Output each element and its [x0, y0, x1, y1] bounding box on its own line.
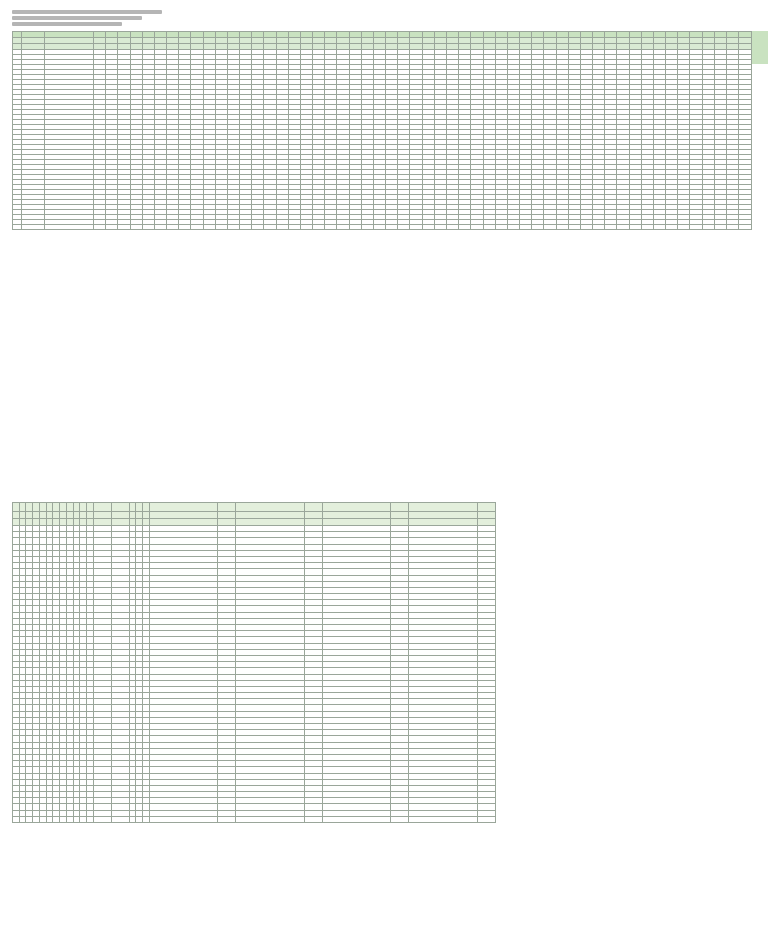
grade-cell [227, 225, 239, 230]
average-cell [93, 816, 111, 822]
interest-grade-cell [13, 519, 20, 526]
interest-grade-cell [60, 519, 67, 526]
attendance-cell [143, 816, 150, 822]
grade-cell [568, 225, 580, 230]
grade-cell [300, 225, 312, 230]
grade-cell [617, 225, 629, 230]
student-id-cell [22, 225, 45, 230]
interest-grade-cell [73, 512, 80, 519]
attendance-cell [143, 512, 150, 519]
average-cell [93, 503, 111, 512]
grade-cell [337, 225, 349, 230]
grade-cell [410, 225, 422, 230]
academic-year-line [12, 22, 122, 26]
interest-grade-cell [73, 519, 80, 526]
interest-grade-cell [87, 519, 94, 526]
interest-grade-cell [13, 816, 20, 822]
grade-cell [167, 225, 179, 230]
average-cell [93, 512, 111, 519]
grade-ledger-table [12, 31, 752, 230]
grade-cell [434, 225, 446, 230]
attendance-cell [136, 816, 143, 822]
activity-name-cell [322, 503, 391, 512]
interest-grade-cell [53, 512, 60, 519]
activity-grade-cell [391, 512, 409, 519]
grade-cell [106, 225, 118, 230]
grade-cell [495, 225, 507, 230]
activity-grade-cell [477, 519, 495, 526]
grade-cell [361, 225, 373, 230]
average-cell [93, 519, 111, 526]
grade-cell [130, 225, 142, 230]
grade-cell [532, 225, 544, 230]
grade-cell [325, 225, 337, 230]
interest-grade-cell [73, 503, 80, 512]
grade-cell [580, 225, 592, 230]
activity-grade-cell [391, 519, 409, 526]
interest-grade-cell [46, 512, 53, 519]
attendance-cell [143, 503, 150, 512]
grade-cell [252, 225, 264, 230]
grade-cell [240, 225, 252, 230]
activity-name-cell [409, 519, 478, 526]
attendance-cell [129, 816, 136, 822]
activity-name-cell [409, 503, 478, 512]
attendance-cell [136, 503, 143, 512]
interest-grade-cell [80, 519, 87, 526]
interest-grade-cell [46, 503, 53, 512]
interest-grade-cell [39, 519, 46, 526]
activity-grade-cell [218, 519, 236, 526]
document-title-block [12, 10, 162, 26]
interest-grade-cell [46, 816, 53, 822]
activity-name-cell [236, 816, 305, 822]
grade-cell [118, 225, 130, 230]
interest-grade-cell [33, 512, 40, 519]
interest-grade-cell [80, 503, 87, 512]
activity-name-cell [409, 816, 478, 822]
ledger-student-row [13, 225, 752, 230]
interest-grade-cell [66, 503, 73, 512]
row-number-cell [13, 225, 22, 230]
interest-grade-cell [80, 512, 87, 519]
attendance-extracurricular-table [12, 502, 496, 823]
average-cell [111, 816, 129, 822]
interest-grade-cell [66, 816, 73, 822]
interest-grade-cell [33, 503, 40, 512]
grade-cell [313, 225, 325, 230]
grade-cell [142, 225, 154, 230]
student-name-cell [45, 225, 94, 230]
interest-grade-cell [39, 503, 46, 512]
interest-grade-cell [53, 816, 60, 822]
grade-cell [653, 225, 665, 230]
interest-grade-cell [66, 519, 73, 526]
activity-grade-cell [477, 503, 495, 512]
interest-grade-cell [26, 512, 33, 519]
grade-cell [349, 225, 361, 230]
grade-cell [483, 225, 495, 230]
interest-grade-cell [87, 503, 94, 512]
interest-grade-cell [39, 512, 46, 519]
activity-grade-cell [218, 512, 236, 519]
activity-name-cell [149, 816, 218, 822]
activity-grade-cell [304, 816, 322, 822]
activity-grade-cell [304, 519, 322, 526]
interest-grade-cell [60, 816, 67, 822]
interest-grade-cell [19, 816, 26, 822]
grade-cell [678, 225, 690, 230]
activity-grade-cell [304, 503, 322, 512]
grade-cell [702, 225, 714, 230]
attendance-cell [136, 512, 143, 519]
interest-grade-cell [53, 503, 60, 512]
interest-grade-cell [73, 816, 80, 822]
interest-grade-cell [39, 816, 46, 822]
activity-name-cell [409, 512, 478, 519]
activity-grade-cell [304, 512, 322, 519]
activity-name-cell [149, 519, 218, 526]
grade-cell [739, 225, 752, 230]
average-cell [111, 503, 129, 512]
grade-cell [154, 225, 166, 230]
lower-header-row [13, 519, 496, 526]
interest-grade-cell [19, 503, 26, 512]
interest-grade-cell [80, 816, 87, 822]
activity-name-cell [149, 503, 218, 512]
attendance-cell [129, 512, 136, 519]
grade-cell [690, 225, 702, 230]
interest-grade-cell [60, 503, 67, 512]
grade-cell [373, 225, 385, 230]
grade-cell [264, 225, 276, 230]
grade-cell [422, 225, 434, 230]
interest-grade-cell [33, 816, 40, 822]
activity-name-cell [322, 816, 391, 822]
ledger-title-line [12, 16, 142, 20]
interest-grade-cell [13, 503, 20, 512]
grade-cell [459, 225, 471, 230]
grade-cell [288, 225, 300, 230]
grade-cell [593, 225, 605, 230]
interest-grade-cell [87, 512, 94, 519]
attendance-cell [136, 519, 143, 526]
attendance-cell [129, 519, 136, 526]
activity-grade-cell [391, 503, 409, 512]
activity-name-cell [236, 519, 305, 526]
grade-cell [507, 225, 519, 230]
lower-header-row [13, 503, 496, 512]
grade-cell [203, 225, 215, 230]
activity-name-cell [149, 512, 218, 519]
activity-grade-cell [391, 816, 409, 822]
grade-cell [191, 225, 203, 230]
activity-grade-cell [218, 503, 236, 512]
interest-grade-cell [46, 519, 53, 526]
attendance-cell [129, 503, 136, 512]
grade-cell [520, 225, 532, 230]
lower-header-row [13, 512, 496, 519]
interest-grade-cell [19, 519, 26, 526]
interest-grade-cell [60, 512, 67, 519]
grade-cell [398, 225, 410, 230]
grade-cell [544, 225, 556, 230]
interest-grade-cell [26, 519, 33, 526]
lower-student-row [13, 816, 496, 822]
activity-grade-cell [477, 512, 495, 519]
grade-cell [714, 225, 726, 230]
ledger-header-tab [752, 31, 768, 64]
grade-cell [666, 225, 678, 230]
interest-grade-cell [13, 512, 20, 519]
grade-cell [605, 225, 617, 230]
grade-cell [726, 225, 738, 230]
grade-cell [471, 225, 483, 230]
grade-cell [629, 225, 641, 230]
activity-name-cell [322, 519, 391, 526]
grade-cell [215, 225, 227, 230]
activity-name-cell [236, 503, 305, 512]
interest-grade-cell [66, 512, 73, 519]
grade-cell [386, 225, 398, 230]
average-cell [111, 512, 129, 519]
grade-cell [446, 225, 458, 230]
attendance-cell [143, 519, 150, 526]
activity-name-cell [236, 512, 305, 519]
interest-grade-cell [33, 519, 40, 526]
grade-cell [556, 225, 568, 230]
activity-grade-cell [218, 816, 236, 822]
average-cell [111, 519, 129, 526]
grade-cell [94, 225, 106, 230]
activity-grade-cell [477, 816, 495, 822]
interest-grade-cell [26, 503, 33, 512]
grade-cell [276, 225, 288, 230]
interest-grade-cell [26, 816, 33, 822]
interest-grade-cell [53, 519, 60, 526]
interest-grade-cell [19, 512, 26, 519]
grade-cell [641, 225, 653, 230]
interest-grade-cell [87, 816, 94, 822]
grade-cell [179, 225, 191, 230]
activity-name-cell [322, 512, 391, 519]
school-name-line [12, 10, 162, 14]
